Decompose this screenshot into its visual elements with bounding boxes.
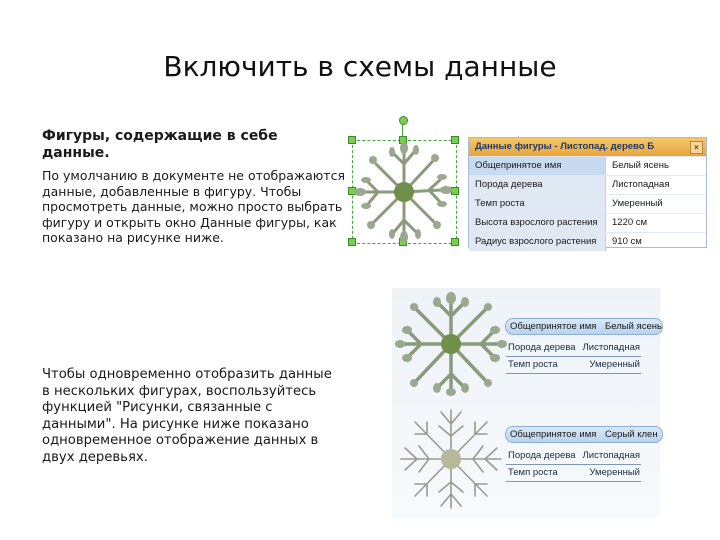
- species-label: Порода дерева: [508, 450, 576, 461]
- common-name-label: Общепринятое имя: [510, 321, 597, 332]
- divider: [506, 481, 641, 482]
- growth-label: Темп роста: [508, 359, 558, 370]
- divider: [506, 373, 641, 374]
- rotation-handle[interactable]: [399, 116, 408, 125]
- paragraph-data-graphics: Чтобы одновременно отобразить данные в нескольких фигурах, воспользуйтесь функцией "Рисунки, связанные с данными". На рисунке ниже показано одновременное отображение данных в двух деревьях.: [42, 367, 332, 465]
- shape-data-key: Общепринятое имя: [469, 157, 606, 175]
- growth-value: Умеренный: [589, 467, 640, 478]
- common-name-label: Общепринятое имя: [510, 429, 597, 440]
- common-name-pill: [505, 318, 663, 335]
- common-name-value: Серый клен: [605, 429, 658, 440]
- shape-data-key: Темп роста: [469, 195, 606, 213]
- shape-data-value[interactable]: Листопадная: [612, 179, 670, 190]
- common-name-pill: [505, 426, 663, 443]
- paragraph-default-view: По умолчанию в документе не отображаются данные, добавленные в фигуру. Чтобы просмотреть данные, можно просто выбрать фигуру и открыть окно Данные фигуры, как показано на рисунке ниже.: [42, 168, 345, 246]
- close-icon[interactable]: ×: [690, 141, 703, 154]
- shape-data-value[interactable]: Умеренный: [612, 198, 663, 209]
- shape-data-row[interactable]: [469, 232, 706, 251]
- species-label: Порода дерева: [508, 342, 576, 353]
- shape-data-key: Радиус взрослого растения: [469, 233, 606, 251]
- slide-title: Включить в схемы данные: [163, 50, 557, 83]
- growth-value: Умеренный: [589, 359, 640, 370]
- shape-data-row[interactable]: [469, 194, 706, 213]
- shape-data-row[interactable]: [469, 156, 706, 175]
- species-value: Листопадная: [582, 342, 640, 353]
- shape-data-value[interactable]: 910 см: [612, 236, 642, 247]
- shape-data-title: Данные фигуры - Листопад. дерево Б: [475, 141, 655, 152]
- growth-label: Темп роста: [508, 467, 558, 478]
- tree-ash-icon[interactable]: [395, 292, 507, 396]
- shape-data-row[interactable]: [469, 175, 706, 194]
- shape-data-window[interactable]: [468, 137, 707, 248]
- tree-icon: [354, 142, 454, 242]
- subheading: Фигуры, содержащие в себе данные.: [42, 128, 278, 161]
- shape-data-title-bar[interactable]: [469, 138, 706, 156]
- shape-data-value[interactable]: Белый ясень: [612, 160, 669, 171]
- divider: [506, 464, 641, 465]
- shape-data-key: Высота взрослого растения: [469, 214, 606, 232]
- shape-data-row[interactable]: [469, 213, 706, 232]
- common-name-value: Белый ясень: [605, 321, 662, 332]
- shape-data-key: Порода дерева: [469, 176, 606, 194]
- species-value: Листопадная: [582, 450, 640, 461]
- divider: [506, 356, 641, 357]
- shape-data-value[interactable]: 1220 см: [612, 217, 648, 228]
- tree-maple-icon[interactable]: [395, 404, 507, 514]
